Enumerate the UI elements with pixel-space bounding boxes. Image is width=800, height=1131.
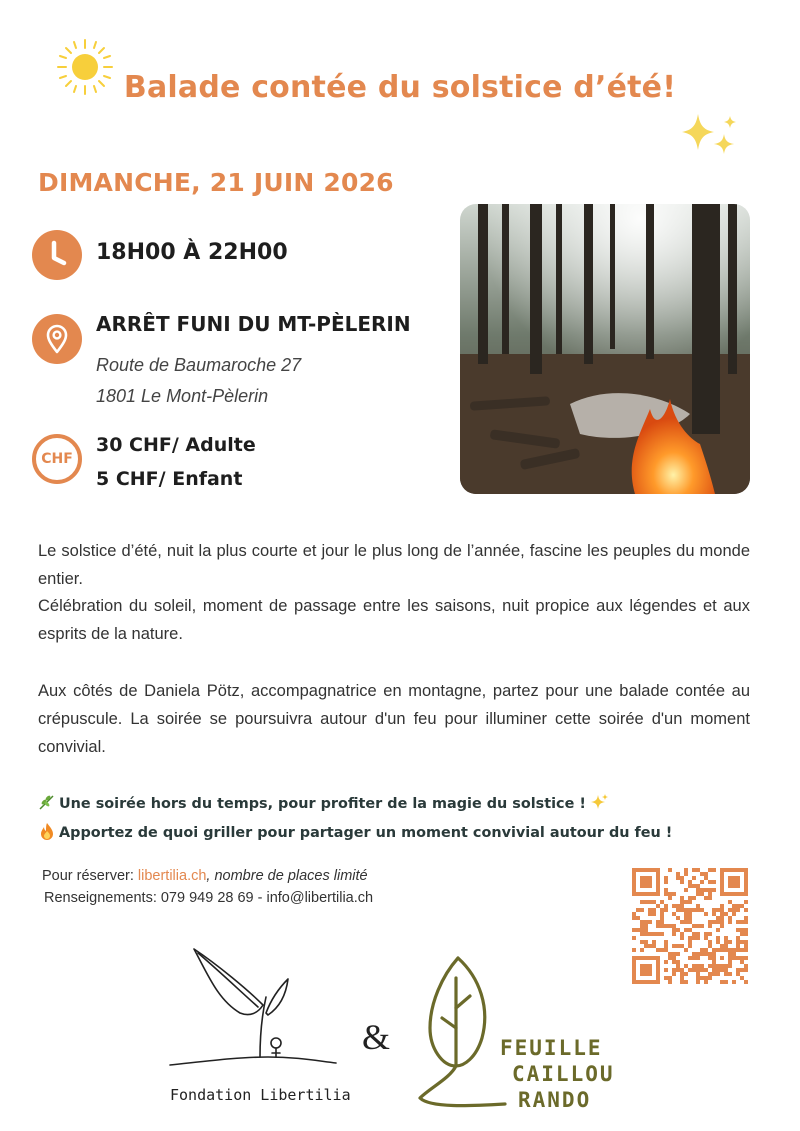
- location-pin-icon: [32, 314, 82, 364]
- page-title: Balade contée du solstice d’été!: [123, 70, 677, 105]
- price-child: 5 CHF/ Enfant: [96, 468, 243, 490]
- event-place: ARRÊT FUNI DU MT-PÈLERIN: [96, 312, 411, 336]
- event-time: 18H00 À 22H00: [96, 240, 288, 265]
- highlight-line-2: [38, 822, 672, 841]
- reservation-link[interactable]: libertilia.ch: [137, 868, 207, 884]
- chf-badge-icon: [32, 434, 82, 484]
- qr-code[interactable]: [632, 868, 748, 984]
- highlight-text-1: Une soirée hors du temps, pour profiter de la magie du solstice !: [59, 796, 586, 812]
- description-paragraph-1: Le solstice d’été, nuit la plus courte et jour le plus long de l’année, fascine les peuples du monde entier.: [38, 542, 750, 588]
- clock-icon: [32, 230, 82, 280]
- rando-text: RANDO: [518, 1088, 592, 1112]
- event-date: DIMANCHE, 21 JUIN 2026: [38, 168, 394, 197]
- herb-icon: [38, 793, 56, 811]
- ampersand: &: [362, 1017, 391, 1057]
- reservation-label: Pour réserver:: [42, 868, 138, 884]
- highlight-line-1: [38, 793, 612, 812]
- sparkles-small-icon: [591, 793, 609, 811]
- fire-icon: [38, 822, 56, 840]
- libertilia-plant-logo: [168, 945, 338, 1070]
- description-paragraph-3: Aux côtés de Daniela Pötz, accompagnatrice en montagne, partez pour une balade contée au crépuscule. La soirée se poursuivra autour d'un feu pour illuminer cette soirée d'un moment convivial.: [38, 682, 750, 756]
- feuille-caillou-rando-logo: [410, 948, 510, 1113]
- reservation-line: [42, 868, 368, 884]
- forest-campfire-photo: [460, 204, 750, 494]
- sparkles-icon: [680, 110, 742, 162]
- caillou-text: CAILLOU: [512, 1062, 615, 1086]
- info-line: Renseignements: 079 949 28 69 - info@libertilia.ch: [44, 890, 374, 906]
- address-street: Route de Baumaroche 27: [96, 355, 302, 375]
- price-adult: 30 CHF/ Adulte: [96, 434, 256, 456]
- reservation-note: , nombre de places limité: [206, 868, 368, 884]
- libertilia-caption: Fondation Libertilia: [170, 1086, 351, 1104]
- address-city: 1801 Le Mont-Pèlerin: [96, 386, 269, 406]
- chf-badge-label: CHF: [41, 451, 73, 467]
- description-paragraph-2: Célébration du soleil, moment de passage entre les saisons, nuit propice aux légendes et aux esprits de la nature.: [38, 597, 750, 643]
- feuille-text: FEUILLE: [500, 1036, 603, 1060]
- highlight-text-2: Apportez de quoi griller pour partager un moment convivial autour du feu !: [59, 825, 673, 841]
